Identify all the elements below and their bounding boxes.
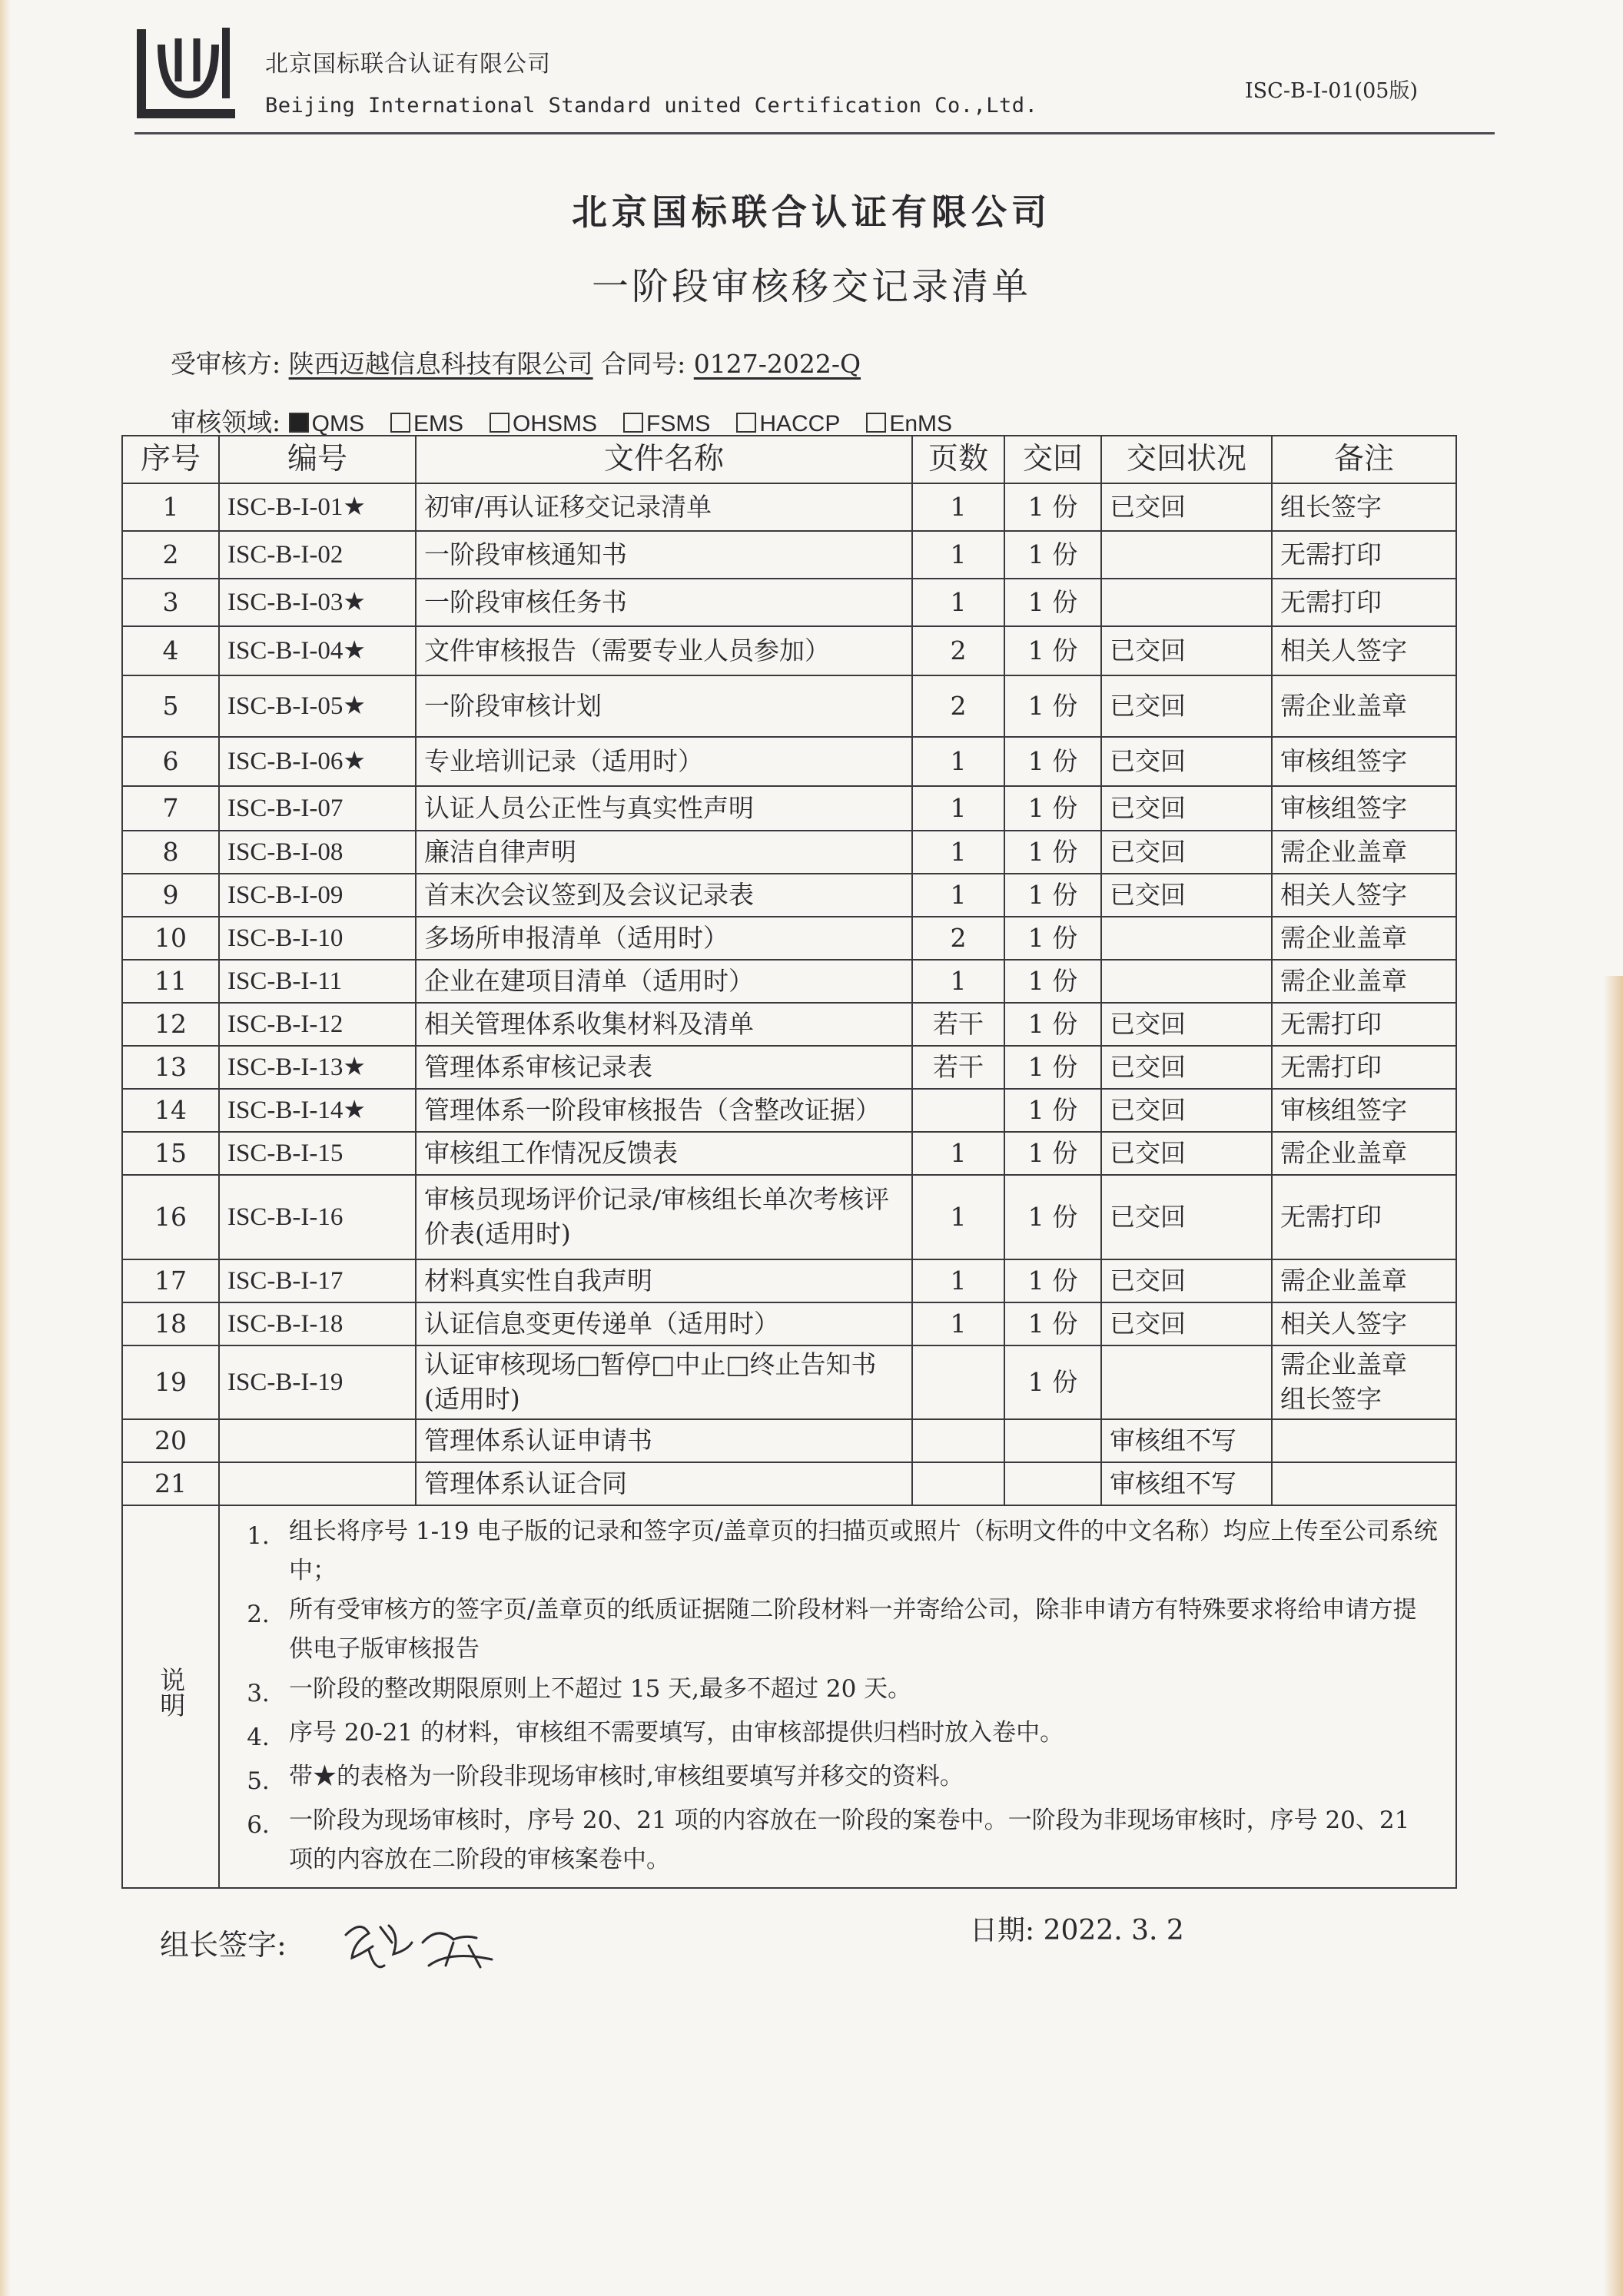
cell-pages: 2	[912, 917, 1004, 960]
cell-no: 14	[122, 1089, 219, 1132]
cell-pages	[912, 1462, 1004, 1505]
domain-option-label: EMS	[413, 411, 463, 436]
cell-pages: 1	[912, 1302, 1004, 1345]
col-header-name: 文件名称	[416, 436, 912, 483]
domain-option-ohsms	[490, 411, 597, 436]
cell-name: 审核组工作情况反馈表	[416, 1132, 912, 1175]
note-text: 所有受审核方的签字页/盖章页的纸质证据随二阶段材料一并寄给公司，除非申请方有特殊要求将给申请方提供电子版审核报告	[289, 1596, 1417, 1664]
note-text: 组长将序号 1-19 电子版的记录和签字页/盖章页的扫描页或照片（标明文件的中文名称）均应上传至公司系统中；	[289, 1518, 1438, 1585]
cell-code: ISC-B-I-02	[219, 531, 416, 579]
domain-option-ems	[390, 411, 463, 436]
cell-name: 首末次会议签到及会议记录表	[416, 874, 912, 917]
col-header-no: 序号	[122, 436, 219, 483]
cell-code: ISC-B-I-16	[219, 1175, 416, 1259]
domain-option-enms	[866, 411, 952, 436]
cell-no: 13	[122, 1046, 219, 1089]
cell-remark: 审核组签字	[1272, 786, 1456, 831]
note-number: 6.	[247, 1810, 270, 1839]
checkbox-icon	[623, 413, 643, 433]
cell-remark: 需企业盖章 组长签字	[1272, 1345, 1456, 1419]
cell-name: 一阶段审核通知书	[416, 531, 912, 579]
cell-remark	[1272, 1462, 1456, 1505]
cell-copies: 1 份	[1004, 1003, 1101, 1046]
cell-pages: 1	[912, 531, 1004, 579]
cell-pages: 1	[912, 579, 1004, 626]
table-header-row	[122, 436, 1456, 483]
table-row	[122, 483, 1456, 531]
cell-pages: 1	[912, 483, 1004, 531]
date-label: 日期:	[970, 1915, 1035, 1946]
cell-status: 已交回	[1101, 786, 1272, 831]
company-name-cn: 北京国标联合认证有限公司	[265, 51, 551, 78]
cell-pages: 1	[912, 1175, 1004, 1259]
cell-status	[1101, 1345, 1272, 1419]
team-leader-signature	[338, 1912, 500, 1981]
cell-no: 17	[122, 1259, 219, 1302]
cell-name: 廉洁自律声明	[416, 831, 912, 874]
note-number: 3.	[247, 1679, 270, 1707]
note-item	[227, 1757, 1440, 1801]
cell-code: ISC-B-I-13★	[219, 1046, 416, 1089]
cell-status: 已交回	[1101, 874, 1272, 917]
company-logo	[131, 22, 246, 123]
cell-remark: 无需打印	[1272, 1046, 1456, 1089]
note-text: 一阶段的整改期限原则上不超过 15 天,最多不超过 20 天。	[289, 1674, 912, 1703]
cell-code: ISC-B-I-04★	[219, 626, 416, 675]
cell-code: ISC-B-I-09	[219, 874, 416, 917]
checkbox-icon	[866, 413, 886, 433]
cell-pages: 2	[912, 626, 1004, 675]
cell-name: 专业培训记录（适用时）	[416, 737, 912, 786]
scan-edge-right	[1603, 976, 1623, 2296]
document-subtitle: 一阶段审核移交记录清单	[591, 265, 1031, 308]
table-row	[122, 1003, 1456, 1046]
cell-remark: 审核组签字	[1272, 737, 1456, 786]
cell-copies: 1 份	[1004, 786, 1101, 831]
cell-copies: 1 份	[1004, 1175, 1101, 1259]
checkbox-icon	[289, 413, 309, 433]
domain-option-label: EnMS	[889, 411, 953, 436]
cell-remark: 审核组签字	[1272, 1089, 1456, 1132]
cell-no: 6	[122, 737, 219, 786]
cell-pages: 1	[912, 874, 1004, 917]
cell-copies: 1 份	[1004, 831, 1101, 874]
note-number: 1.	[247, 1522, 270, 1550]
cell-pages	[912, 1345, 1004, 1419]
table-row	[122, 1089, 1456, 1132]
cell-no: 19	[122, 1345, 219, 1419]
contract-value: 0127-2022-Q	[693, 349, 861, 379]
cell-code: ISC-B-I-12	[219, 1003, 416, 1046]
cell-name: 管理体系审核记录表	[416, 1046, 912, 1089]
cell-copies: 1 份	[1004, 1046, 1101, 1089]
cell-remark: 相关人签字	[1272, 874, 1456, 917]
notes-list	[227, 1506, 1448, 1887]
table-row	[122, 1345, 1456, 1419]
cell-no: 9	[122, 874, 219, 917]
cell-code	[219, 1419, 416, 1462]
cell-copies: 1 份	[1004, 737, 1101, 786]
cell-code: ISC-B-I-18	[219, 1302, 416, 1345]
cell-remark: 无需打印	[1272, 1003, 1456, 1046]
cell-status: 已交回	[1101, 1302, 1272, 1345]
cell-code: ISC-B-I-10	[219, 917, 416, 960]
cell-name: 文件审核报告（需要专业人员参加）	[416, 626, 912, 675]
cell-status: 已交回	[1101, 737, 1272, 786]
cell-status: 审核组不写	[1101, 1462, 1272, 1505]
cell-copies: 1 份	[1004, 960, 1101, 1003]
cell-no: 8	[122, 831, 219, 874]
cell-code: ISC-B-I-01★	[219, 483, 416, 531]
col-header-status: 交回状况	[1101, 436, 1272, 483]
domain-option-qms	[289, 411, 364, 436]
table-row	[122, 1259, 1456, 1302]
domain-option-fsms	[623, 411, 710, 436]
cell-pages	[912, 1089, 1004, 1132]
cell-status: 已交回	[1101, 675, 1272, 737]
table-row	[122, 1046, 1456, 1089]
cell-status: 已交回	[1101, 483, 1272, 531]
auditee-value: 陕西迈越信息科技有限公司	[288, 349, 593, 379]
cell-no: 15	[122, 1132, 219, 1175]
cell-no: 18	[122, 1302, 219, 1345]
cell-copies: 1 份	[1004, 1302, 1101, 1345]
cell-name: 管理体系认证合同	[416, 1462, 912, 1505]
cell-no: 12	[122, 1003, 219, 1046]
cell-pages: 1	[912, 960, 1004, 1003]
cell-code: ISC-B-I-07	[219, 786, 416, 831]
cell-remark: 相关人签字	[1272, 1302, 1456, 1345]
cell-code: ISC-B-I-06★	[219, 737, 416, 786]
cell-remark: 无需打印	[1272, 531, 1456, 579]
domain-option-label: FSMS	[646, 411, 711, 436]
table-row	[122, 579, 1456, 626]
cell-name: 管理体系一阶段审核报告（含整改证据）	[416, 1089, 912, 1132]
cell-remark: 需企业盖章	[1272, 917, 1456, 960]
auditee-label: 受审核方:	[171, 349, 281, 379]
table-row	[122, 831, 1456, 874]
cell-status: 审核组不写	[1101, 1419, 1272, 1462]
cell-remark	[1272, 1419, 1456, 1462]
cell-copies: 1 份	[1004, 874, 1101, 917]
cell-pages: 1	[912, 831, 1004, 874]
cell-name: 认证信息变更传递单（适用时）	[416, 1302, 912, 1345]
cell-code: ISC-B-I-14★	[219, 1089, 416, 1132]
cell-remark: 需企业盖章	[1272, 675, 1456, 737]
note-text: 序号 20-21 的材料，审核组不需要填写，由审核部提供归档时放入卷中。	[289, 1718, 1064, 1747]
cell-status: 已交回	[1101, 1046, 1272, 1089]
checkbox-icon	[736, 413, 756, 433]
date-line	[970, 1909, 1184, 1948]
note-item	[227, 1670, 1440, 1714]
cell-status	[1101, 531, 1272, 579]
form-code: ISC-B-I-01(05版)	[1245, 79, 1418, 103]
table-row	[122, 1462, 1456, 1505]
domain-option-label: OHSMS	[512, 411, 597, 436]
cell-no: 1	[122, 483, 219, 531]
cell-copies: 1 份	[1004, 1259, 1101, 1302]
contract-label: 合同号:	[601, 349, 686, 379]
cell-name: 认证人员公正性与真实性声明	[416, 786, 912, 831]
note-item	[227, 1714, 1440, 1757]
cell-status	[1101, 960, 1272, 1003]
table-row	[122, 531, 1456, 579]
cell-status: 已交回	[1101, 1259, 1272, 1302]
cell-pages: 若干	[912, 1003, 1004, 1046]
cell-remark: 组长签字	[1272, 483, 1456, 531]
note-item	[227, 1591, 1440, 1669]
cell-copies	[1004, 1419, 1101, 1462]
cell-pages: 1	[912, 786, 1004, 831]
col-header-remark: 备注	[1272, 436, 1456, 483]
col-header-copies: 交回	[1004, 436, 1101, 483]
cell-name: 多场所申报清单（适用时）	[416, 917, 912, 960]
cell-name: 管理体系认证申请书	[416, 1419, 912, 1462]
cell-status	[1101, 917, 1272, 960]
cell-remark: 需企业盖章	[1272, 831, 1456, 874]
cell-pages	[912, 1419, 1004, 1462]
col-header-pages: 页数	[912, 436, 1004, 483]
cell-no: 4	[122, 626, 219, 675]
checkbox-icon	[390, 413, 410, 433]
note-text: 带★的表格为一阶段非现场审核时,审核组要填写并移交的资料。	[289, 1762, 964, 1790]
cell-code: ISC-B-I-08	[219, 831, 416, 874]
cell-name: 初审/再认证移交记录清单	[416, 483, 912, 531]
auditee-line	[171, 344, 861, 380]
cell-remark: 需企业盖章	[1272, 960, 1456, 1003]
cell-code: ISC-B-I-05★	[219, 675, 416, 737]
domain-option-label: HACCP	[759, 411, 841, 436]
audit-domain-label: 审核领域:	[171, 407, 281, 437]
cell-no: 10	[122, 917, 219, 960]
cell-copies: 1 份	[1004, 917, 1101, 960]
document-title: 北京国标联合认证有限公司	[572, 191, 1051, 233]
cell-remark: 需企业盖章	[1272, 1132, 1456, 1175]
cell-no: 2	[122, 531, 219, 579]
cell-code: ISC-B-I-15	[219, 1132, 416, 1175]
cell-no: 3	[122, 579, 219, 626]
cell-no: 7	[122, 786, 219, 831]
table-row	[122, 675, 1456, 737]
audit-domain-line	[171, 403, 978, 439]
cell-name: 认证审核现场□暂停□中止□终止告知书(适用时)	[416, 1345, 912, 1419]
cell-code: ISC-B-I-03★	[219, 579, 416, 626]
note-item	[227, 1801, 1440, 1880]
cell-remark: 无需打印	[1272, 579, 1456, 626]
date-value: 2022. 3. 2	[1043, 1915, 1184, 1946]
cell-remark: 相关人签字	[1272, 626, 1456, 675]
col-header-code: 编号	[219, 436, 416, 483]
table-row	[122, 1302, 1456, 1345]
cell-name: 一阶段审核计划	[416, 675, 912, 737]
cell-name: 审核员现场评价记录/审核组长单次考核评价表(适用时)	[416, 1175, 912, 1259]
scan-edge-left	[0, 0, 11, 2296]
cell-copies: 1 份	[1004, 1089, 1101, 1132]
cell-no: 20	[122, 1419, 219, 1462]
notes-row	[122, 1505, 1456, 1888]
cell-pages: 2	[912, 675, 1004, 737]
cell-code	[219, 1462, 416, 1505]
cell-pages: 若干	[912, 1046, 1004, 1089]
domain-option-haccp	[736, 411, 840, 436]
cell-code: ISC-B-I-19	[219, 1345, 416, 1419]
table-row	[122, 917, 1456, 960]
cell-pages: 1	[912, 1132, 1004, 1175]
cell-status: 已交回	[1101, 1003, 1272, 1046]
cell-copies: 1 份	[1004, 626, 1101, 675]
cell-status: 已交回	[1101, 831, 1272, 874]
company-name-en: Beijing International Standard united Certification Co.,Ltd.	[265, 94, 1038, 118]
header-divider	[134, 132, 1495, 134]
domain-option-label: QMS	[311, 411, 364, 436]
cell-name: 材料真实性自我声明	[416, 1259, 912, 1302]
table-row	[122, 1175, 1456, 1259]
note-number: 5.	[247, 1767, 270, 1795]
signature-label: 组长签字:	[160, 1928, 287, 1962]
note-text: 一阶段为现场审核时，序号 20、21 项的内容放在一阶段的案卷中。一阶段为非现场审核时，序号 20、21 项的内容放在二阶段的审核案卷中。	[289, 1806, 1410, 1874]
cell-no: 11	[122, 960, 219, 1003]
cell-pages: 1	[912, 737, 1004, 786]
cell-copies: 1 份	[1004, 483, 1101, 531]
table-row	[122, 626, 1456, 675]
note-number: 4.	[247, 1723, 270, 1751]
notes-label: 说明	[156, 1667, 187, 1718]
note-number: 2.	[247, 1601, 270, 1629]
cell-copies: 1 份	[1004, 531, 1101, 579]
cell-copies: 1 份	[1004, 675, 1101, 737]
table-row	[122, 737, 1456, 786]
checkbox-icon	[490, 413, 509, 433]
table-row	[122, 786, 1456, 831]
cell-no: 21	[122, 1462, 219, 1505]
cell-status: 已交回	[1101, 1132, 1272, 1175]
cell-copies: 1 份	[1004, 1345, 1101, 1419]
notes-label-cell	[122, 1505, 219, 1888]
cell-status	[1101, 579, 1272, 626]
cell-copies: 1 份	[1004, 579, 1101, 626]
handover-table	[121, 435, 1457, 1889]
cell-name: 相关管理体系收集材料及清单	[416, 1003, 912, 1046]
table-row	[122, 1132, 1456, 1175]
cell-status: 已交回	[1101, 626, 1272, 675]
cell-status: 已交回	[1101, 1175, 1272, 1259]
cell-code: ISC-B-I-11	[219, 960, 416, 1003]
cell-name: 一阶段审核任务书	[416, 579, 912, 626]
cell-copies: 1 份	[1004, 1132, 1101, 1175]
note-item	[227, 1512, 1440, 1591]
cell-pages: 1	[912, 1259, 1004, 1302]
cell-no: 5	[122, 675, 219, 737]
cell-status: 已交回	[1101, 1089, 1272, 1132]
cell-code: ISC-B-I-17	[219, 1259, 416, 1302]
cell-name: 企业在建项目清单（适用时）	[416, 960, 912, 1003]
table-row	[122, 874, 1456, 917]
cell-no: 16	[122, 1175, 219, 1259]
cell-remark: 需企业盖章	[1272, 1259, 1456, 1302]
notes-cell	[219, 1505, 1456, 1888]
cell-copies	[1004, 1462, 1101, 1505]
table-row	[122, 1419, 1456, 1462]
table-row	[122, 960, 1456, 1003]
cell-remark: 无需打印	[1272, 1175, 1456, 1259]
